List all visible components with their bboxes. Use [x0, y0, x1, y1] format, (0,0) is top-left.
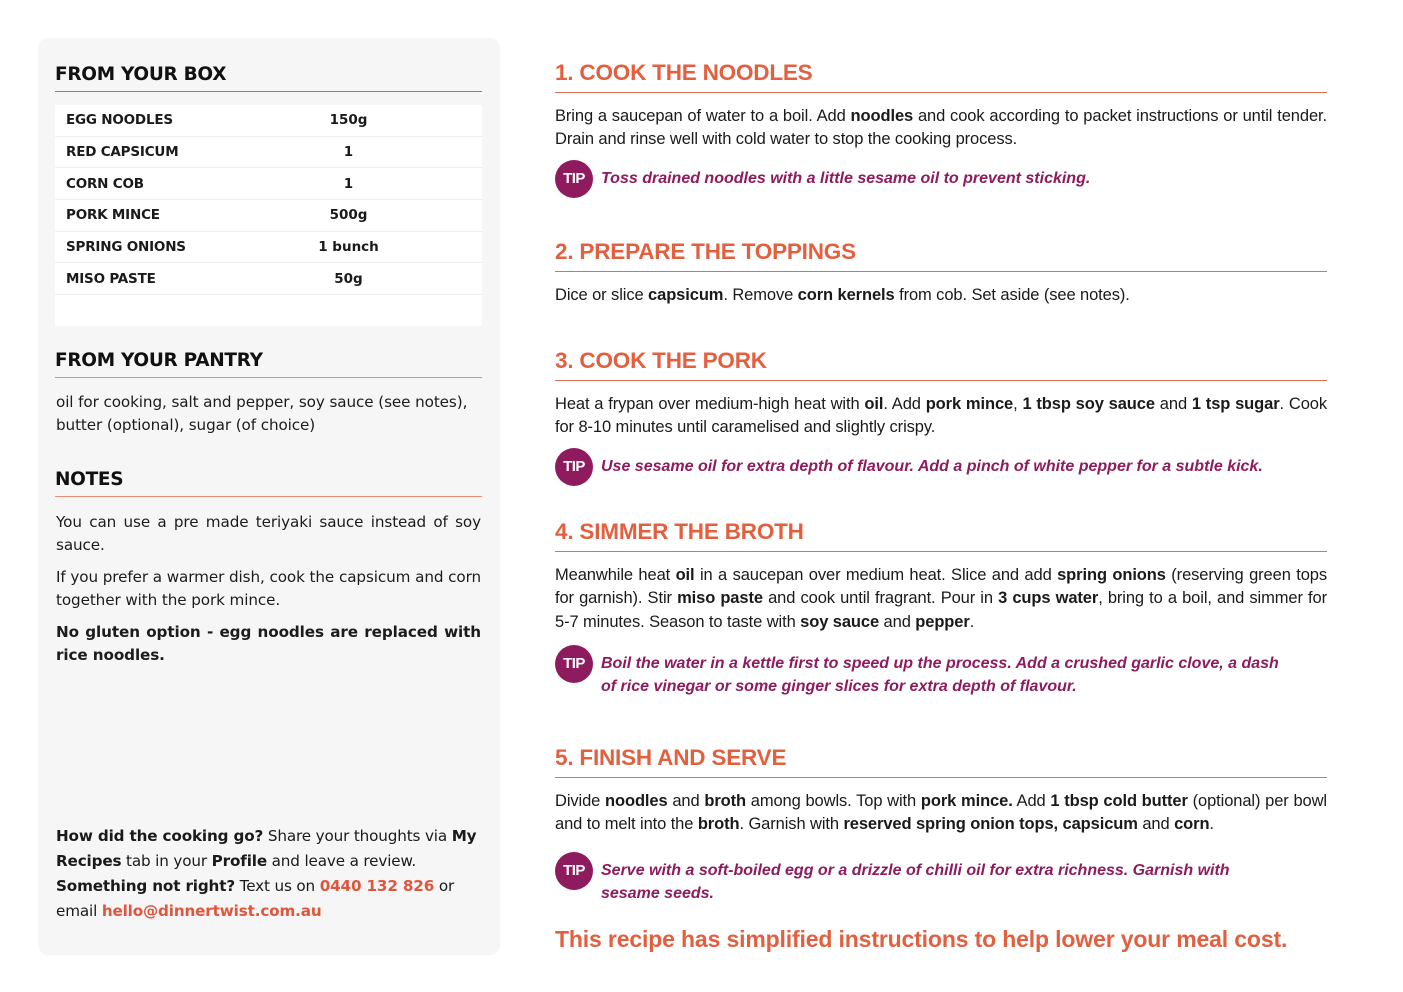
tip-text: Toss drained noodles with a little sesame oil to prevent sticking. — [601, 169, 1091, 187]
instruction-text: among bowls. Top with — [746, 792, 921, 810]
step-1 — [555, 60, 1327, 198]
instruction-text: Add — [1012, 792, 1051, 810]
ingredient-highlight: broth — [697, 815, 740, 834]
table-row — [55, 232, 482, 264]
step-4 — [555, 519, 1327, 699]
ingredient-highlight: oil — [675, 566, 695, 584]
ingredient-highlight: pork mince. — [920, 792, 1013, 810]
support-question: Something not right? — [56, 877, 235, 895]
instruction-text: , — [1013, 395, 1023, 413]
step-instructions — [555, 790, 1327, 837]
instruction-text: in a saucepan over medium heat. Slice and add — [694, 566, 1058, 584]
table-row — [55, 168, 482, 200]
simplified-recipe-note: This recipe has simplified instructions to help lower your meal cost. — [555, 926, 1288, 952]
ingredient-name: SPRING ONIONS — [66, 239, 186, 256]
table-row — [55, 137, 482, 169]
ingredient-qty: 1 — [343, 144, 354, 161]
instruction-text: from cob. Set aside (see notes). — [894, 286, 1130, 304]
instruction-text: and — [879, 612, 916, 631]
ingredient-highlight: broth — [704, 792, 746, 810]
step-3 — [555, 348, 1327, 486]
step-instructions — [555, 393, 1327, 440]
tip — [555, 455, 1327, 486]
ingredient-name: PORK MINCE — [66, 207, 160, 224]
ingredient-highlight: 1 tbsp soy sauce — [1022, 395, 1155, 413]
feedback-text: tab in your — [121, 852, 212, 870]
instruction-text: Bring a saucepan of water to a boil. Add — [555, 107, 851, 125]
step-instructions — [555, 564, 1327, 634]
feedback-question: How did the cooking go? — [56, 827, 264, 845]
ingredient-name: EGG NOODLES — [66, 112, 173, 129]
instruction-text: , bring to a boil, and simmer for 5-7 minutes. Season to taste with — [555, 589, 1327, 631]
ingredient-qty: 1 — [343, 175, 354, 192]
ingredient-highlight: oil — [864, 395, 884, 413]
ingredient-highlight: reserved spring onion tops, capsicum — [843, 815, 1138, 834]
ingredients-panel — [38, 38, 500, 955]
instruction-text: and — [1137, 815, 1175, 834]
step-title: 2. PREPARE THE TOPPINGS — [555, 239, 1327, 272]
tip-badge-icon: TIP — [555, 852, 593, 890]
step-instructions — [555, 284, 1327, 307]
note-paragraph: If you prefer a warmer dish, cook the capsicum and corn together with the pork mince. — [56, 568, 481, 609]
ingredient-highlight: miso paste — [677, 589, 763, 608]
instruction-text: and — [1154, 395, 1192, 413]
instruction-text: (optional) per bowl and to melt into the — [555, 792, 1328, 834]
tip — [555, 652, 1327, 699]
note-paragraph: You can use a pre made teriyaki sauce instead of soy sauce. — [56, 513, 481, 554]
step-title: 4. SIMMER THE BROTH — [555, 519, 1327, 552]
profile-label: Profile — [211, 852, 267, 870]
ingredient-highlight: corn — [1174, 815, 1210, 834]
tip — [555, 859, 1327, 906]
tip — [555, 167, 1327, 198]
ingredient-name: RED CAPSICUM — [66, 144, 179, 161]
from-your-box-heading: FROM YOUR BOX — [55, 64, 482, 92]
ingredient-qty: 150g — [329, 112, 368, 129]
tip-text: Serve with a soft-boiled egg or a drizzle of chilli oil for extra richness. Garnish with sesame seeds. — [601, 861, 1230, 903]
ingredient-highlight: capsicum — [648, 286, 724, 304]
ingredient-highlight: pepper — [915, 612, 970, 631]
my-recipes-label: My Recipes — [56, 827, 477, 870]
ingredient-highlight: noodles — [605, 792, 668, 810]
instruction-text: Heat a frypan over medium-high heat with — [555, 395, 865, 413]
notes-heading: NOTES — [55, 469, 482, 497]
step-instructions — [555, 105, 1327, 152]
instruction-text: and cook according to packet instructions or until tender. Drain and rinse well with cold water to stop the cooking process. — [555, 107, 1327, 149]
instruction-text: . Cook for 8-10 minutes until caramelised and slightly crispy. — [555, 395, 1328, 437]
ingredient-highlight: soy sauce — [800, 612, 880, 631]
tip-badge-icon: TIP — [555, 645, 593, 683]
ingredient-highlight: 3 cups water — [998, 589, 1099, 608]
ingredient-qty: 50g — [334, 270, 363, 287]
tip-badge-icon: TIP — [555, 448, 593, 486]
instruction-text: . Garnish with — [739, 815, 844, 834]
ingredient-highlight: noodles — [850, 107, 914, 125]
instruction-text: and — [667, 792, 705, 810]
instruction-text: . Add — [883, 395, 926, 413]
support-text: Text us on — [235, 877, 320, 895]
instruction-text: . — [1209, 815, 1214, 834]
instruction-text: and cook until fragrant. Pour in — [762, 589, 999, 608]
ingredient-highlight: 1 tbsp cold butter — [1050, 792, 1188, 810]
feedback-text: and leave a review. — [266, 852, 417, 870]
ingredient-name: MISO PASTE — [66, 270, 156, 287]
instruction-text: Dice or slice — [555, 286, 649, 304]
notes-body — [56, 511, 481, 676]
ingredient-highlight: 1 tsp sugar — [1191, 395, 1280, 413]
step-title: 3. COOK THE PORK — [555, 348, 1327, 381]
ingredient-qty: 500g — [329, 207, 368, 224]
step-title: 1. COOK THE NOODLES — [555, 60, 1327, 93]
support-email-link[interactable]: hello@dinnertwist.com.au — [101, 902, 322, 920]
ingredient-qty: 1 bunch — [318, 239, 379, 256]
ingredient-name: CORN COB — [66, 175, 144, 192]
instruction-text: Divide — [555, 792, 606, 810]
instruction-text: . Remove — [723, 286, 798, 304]
table-row — [55, 263, 482, 295]
instruction-text: . — [969, 612, 975, 631]
tip-text: Use sesame oil for extra depth of flavour. Add a pinch of white pepper for a subtle kick. — [601, 457, 1263, 475]
feedback-text: Share your thoughts via — [263, 827, 452, 845]
table-row — [55, 105, 482, 137]
ingredients-table — [55, 105, 482, 326]
ingredient-highlight: spring onions — [1057, 566, 1166, 584]
ingredient-highlight: corn kernels — [797, 286, 895, 304]
step-2 — [555, 239, 1327, 307]
note-paragraph-gluten-free: No gluten option - egg noodles are replaced with rice noodles. — [56, 623, 481, 664]
step-5 — [555, 745, 1327, 906]
instruction-text: (reserving green tops for garnish). Stir — [555, 566, 1328, 608]
support-phone-link[interactable]: 0440 132 826 — [319, 877, 435, 895]
pantry-items-text: oil for cooking, salt and pepper, soy sauce (see notes), butter (optional), sugar (of choice) — [56, 393, 468, 434]
tip-badge-icon: TIP — [555, 160, 593, 198]
feedback-block — [56, 824, 486, 924]
instruction-text: Meanwhile heat — [555, 566, 676, 584]
table-row — [55, 200, 482, 232]
support-text: or email — [56, 877, 455, 920]
step-title: 5. FINISH AND SERVE — [555, 745, 1327, 778]
tip-text: Boil the water in a kettle first to speed up the process. Add a crushed garlic clove, a dash of rice vinegar or some ginger slices for extra depth of flavour. — [601, 654, 1279, 696]
from-your-pantry-heading: FROM YOUR PANTRY — [55, 350, 482, 378]
ingredient-highlight: pork mince — [925, 395, 1014, 413]
